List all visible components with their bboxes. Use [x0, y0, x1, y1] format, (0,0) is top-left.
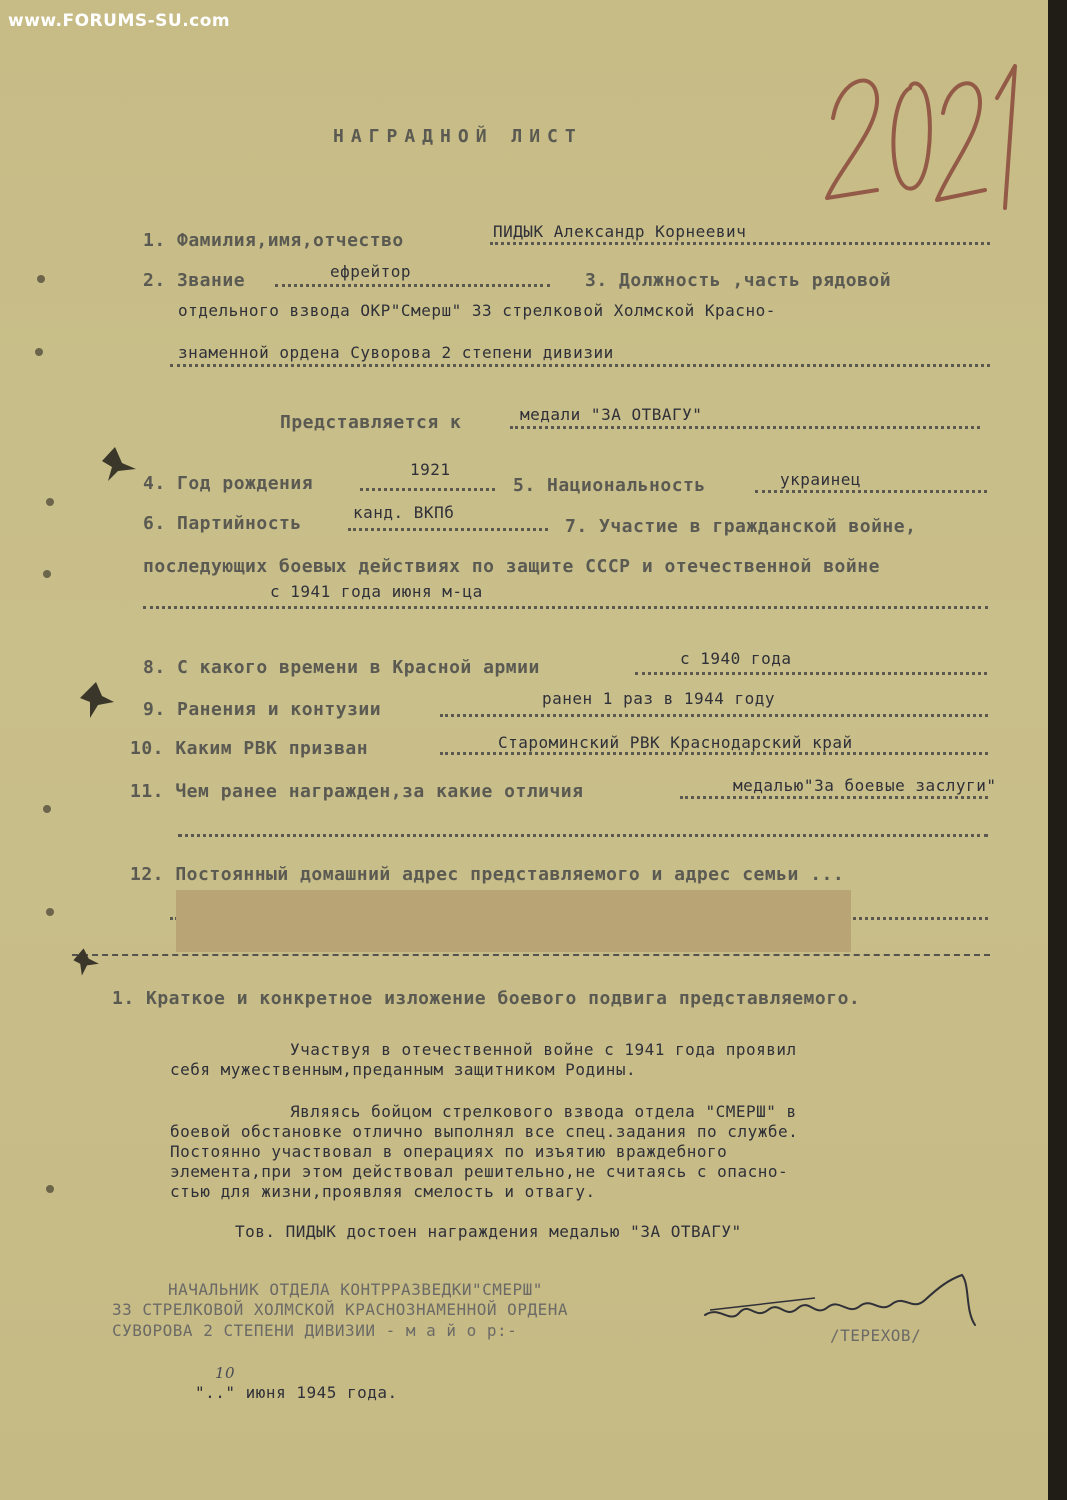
conclusion-line: Тов. ПИДЫК достоен награждения медалью "ЗА ОТВАГУ" — [235, 1222, 742, 1241]
field-12-label: 12. Постоянный домашний адрес представляемого и адрес семьи ... — [130, 864, 845, 885]
handwritten-number — [815, 58, 1025, 218]
signatory-unit: 33 СТРЕЛКОВОЙ ХОЛМСКОЙ КРАСНОЗНАМЕННОЙ ОРДЕНА — [112, 1300, 568, 1319]
document-date: ".." июня 1945 года. — [195, 1383, 398, 1402]
scan-border — [1048, 0, 1067, 1500]
narrative-line: элемента,при этом действовал решительно,не считаясь с опасно- — [170, 1162, 789, 1181]
field-3-unit-line1: отдельного взвода ОКР"Смерш" 33 стрелковой Холмской Красно- — [178, 301, 776, 320]
field-1-value: ПИДЫК Александр Корнеевич — [493, 222, 747, 241]
fill-line — [440, 714, 988, 717]
field-4-label: 4. Год рождения — [143, 473, 314, 494]
fill-line — [360, 488, 495, 491]
field-7-label: 7. Участие в гражданской войне, — [565, 516, 917, 537]
punch-hole — [46, 498, 54, 506]
narrative-line: боевой обстановке отлично выполнял все спец.задания по службе. — [170, 1122, 799, 1141]
award-label: Представляется к — [280, 412, 462, 433]
field-3-unit-line2: знаменной ордена Суворова 2 степени дивизии — [178, 343, 614, 362]
redacted-address — [176, 890, 851, 952]
document-title: НАГРАДНОЙ ЛИСТ — [333, 126, 583, 147]
field-1-label: 1. Фамилия,имя,отчество — [143, 230, 404, 251]
field-11-value: медалью"За боевые заслуги" — [733, 776, 997, 795]
field-6-value: канд. ВКПб — [353, 503, 455, 522]
award-value: медали "ЗА ОТВАГУ" — [520, 405, 703, 424]
field-7-line2: последующих боевых действиях по защите СССР и отечественной войне — [143, 556, 880, 577]
punch-hole — [46, 1185, 54, 1193]
fill-line — [510, 426, 980, 429]
paper-tear — [100, 445, 140, 485]
signatory-title: НАЧАЛЬНИК ОТДЕЛА КОНТРРАЗВЕДКИ"СМЕРШ" — [168, 1280, 543, 1299]
field-8-label: 8. С какого времени в Красной армии — [143, 657, 540, 678]
narrative-line: себя мужественным,преданным защитником Родины. — [170, 1060, 637, 1079]
fill-line — [143, 606, 988, 609]
field-10-value: Староминский РВК Краснодарский край — [498, 733, 853, 752]
punch-hole — [46, 908, 54, 916]
fill-line — [178, 834, 988, 837]
narrative-line: Являясь бойцом стрелкового взвода отдела "СМЕРШ" в — [290, 1102, 797, 1121]
watermark: www.FORUMS-SU.com — [8, 11, 231, 31]
punch-hole — [43, 805, 51, 813]
handwritten-signature — [700, 1270, 990, 1340]
date-day-handwritten: 10 — [215, 1364, 236, 1382]
field-5-label: 5. Национальность — [513, 475, 706, 496]
paper-tear — [70, 945, 104, 979]
punch-hole — [37, 275, 45, 283]
fill-line — [170, 364, 990, 367]
field-2-value: ефрейтор — [330, 262, 412, 281]
fill-line — [755, 490, 987, 493]
fill-line — [348, 528, 548, 531]
section-divider — [72, 954, 990, 956]
field-10-label: 10. Каким РВК призван — [130, 738, 369, 759]
field-9-value: ранен 1 раз в 1944 году — [542, 689, 776, 708]
section-heading: 1. Краткое и конкретное изложение боевого подвига представляемого. — [112, 988, 861, 1009]
fill-line — [275, 284, 550, 287]
narrative-line: Участвуя в отечественной войне с 1941 года проявил — [290, 1040, 797, 1059]
paper-tear — [78, 680, 118, 720]
field-4-value: 1921 — [410, 460, 451, 479]
field-5-value: украинец — [780, 470, 862, 489]
narrative-line: стью для жизни,проявляя смелость и отвагу. — [170, 1182, 596, 1201]
fill-line — [635, 672, 987, 675]
field-3-label: 3. Должность ,часть рядовой — [585, 270, 892, 291]
signatory-rank: СУВОРОВА 2 СТЕПЕНИ ДИВИЗИИ - м а й о р:- — [112, 1321, 518, 1340]
field-6-label: 6. Партийность — [143, 513, 302, 534]
fill-line — [490, 242, 990, 245]
field-9-label: 9. Ранения и контузии — [143, 699, 382, 720]
fill-line — [440, 752, 988, 755]
punch-hole — [43, 570, 51, 578]
field-2-label: 2. Звание — [143, 270, 246, 291]
field-8-value: с 1940 года — [680, 649, 792, 668]
signatory-name: /ТЕРЕХОВ/ — [830, 1326, 922, 1345]
fill-line — [680, 796, 988, 799]
punch-hole — [35, 348, 43, 356]
field-11-label: 11. Чем ранее награжден,за какие отличия — [130, 781, 584, 802]
field-7-value: с 1941 года июня м-ца — [270, 582, 483, 601]
narrative-line: Постоянно участвовал в операциях по изъятию враждебного — [170, 1142, 728, 1161]
